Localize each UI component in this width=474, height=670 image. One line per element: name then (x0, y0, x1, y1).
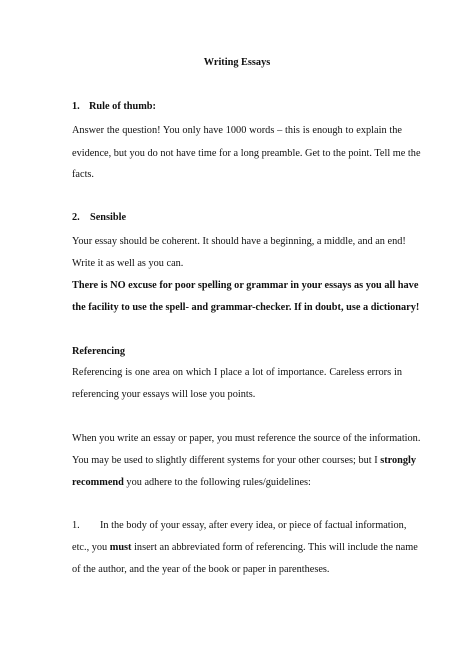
referencing-p2-line-3 (72, 477, 402, 489)
section-2-bold-line-1: There is NO excuse for poor spelling or grammar in your essays as you all have (72, 280, 419, 291)
section-1-number: 1. (72, 101, 80, 112)
must-emphasis: must (109, 542, 132, 553)
referencing-heading: Referencing (72, 346, 125, 357)
list-item-1-number: 1. (72, 520, 80, 531)
list-item-1-line-2-pre: etc., you (72, 542, 110, 553)
section-2-line-1: Your essay should be coherent. It should have a beginning, a middle, and an end! (72, 236, 406, 247)
referencing-p2-line-3-text: you adhere to the following rules/guidelines: (123, 477, 311, 488)
list-item-1-line-2 (72, 542, 418, 554)
recommend-emphasis: recommend (72, 477, 124, 488)
referencing-p2-line-2 (72, 455, 417, 467)
section-1-line-1: Answer the question! You only have 1000 words – this is enough to explain the (72, 125, 402, 136)
section-2-bold-line-2: the facility to use the spell- and grammar-checker. If in doubt, use a dictionary! (72, 302, 420, 313)
referencing-p2-line-2-text: You may be used to slightly different systems for your other courses; but I (72, 455, 381, 466)
referencing-p1-line-2: referencing your essays will lose you points. (72, 389, 256, 400)
list-item-1-line-3: of the author, and the year of the book or paper in parentheses. (72, 564, 330, 575)
document-title: Writing Essays (203, 57, 271, 68)
list-item-1-line-1: In the body of your essay, after every idea, or piece of factual information, (100, 520, 407, 531)
section-2-line-2: Write it as well as you can. (72, 258, 184, 269)
section-1-heading: Rule of thumb: (89, 101, 156, 112)
section-1-line-3: facts. (72, 169, 95, 180)
section-2-heading: Sensible (90, 212, 127, 223)
list-item-1-line-2-post: insert an abbreviated form of referencing. This will include the name (131, 542, 418, 553)
referencing-p2-line-1: When you write an essay or paper, you must reference the source of the information. (72, 433, 421, 444)
section-2-number: 2. (72, 212, 80, 223)
referencing-p1-line-1: Referencing is one area on which I place a lot of importance. Careless errors in (72, 367, 402, 378)
strongly-emphasis: strongly (380, 455, 417, 466)
section-1-line-2: evidence, but you do not have time for a long preamble. Get to the point. Tell me the (72, 148, 421, 159)
